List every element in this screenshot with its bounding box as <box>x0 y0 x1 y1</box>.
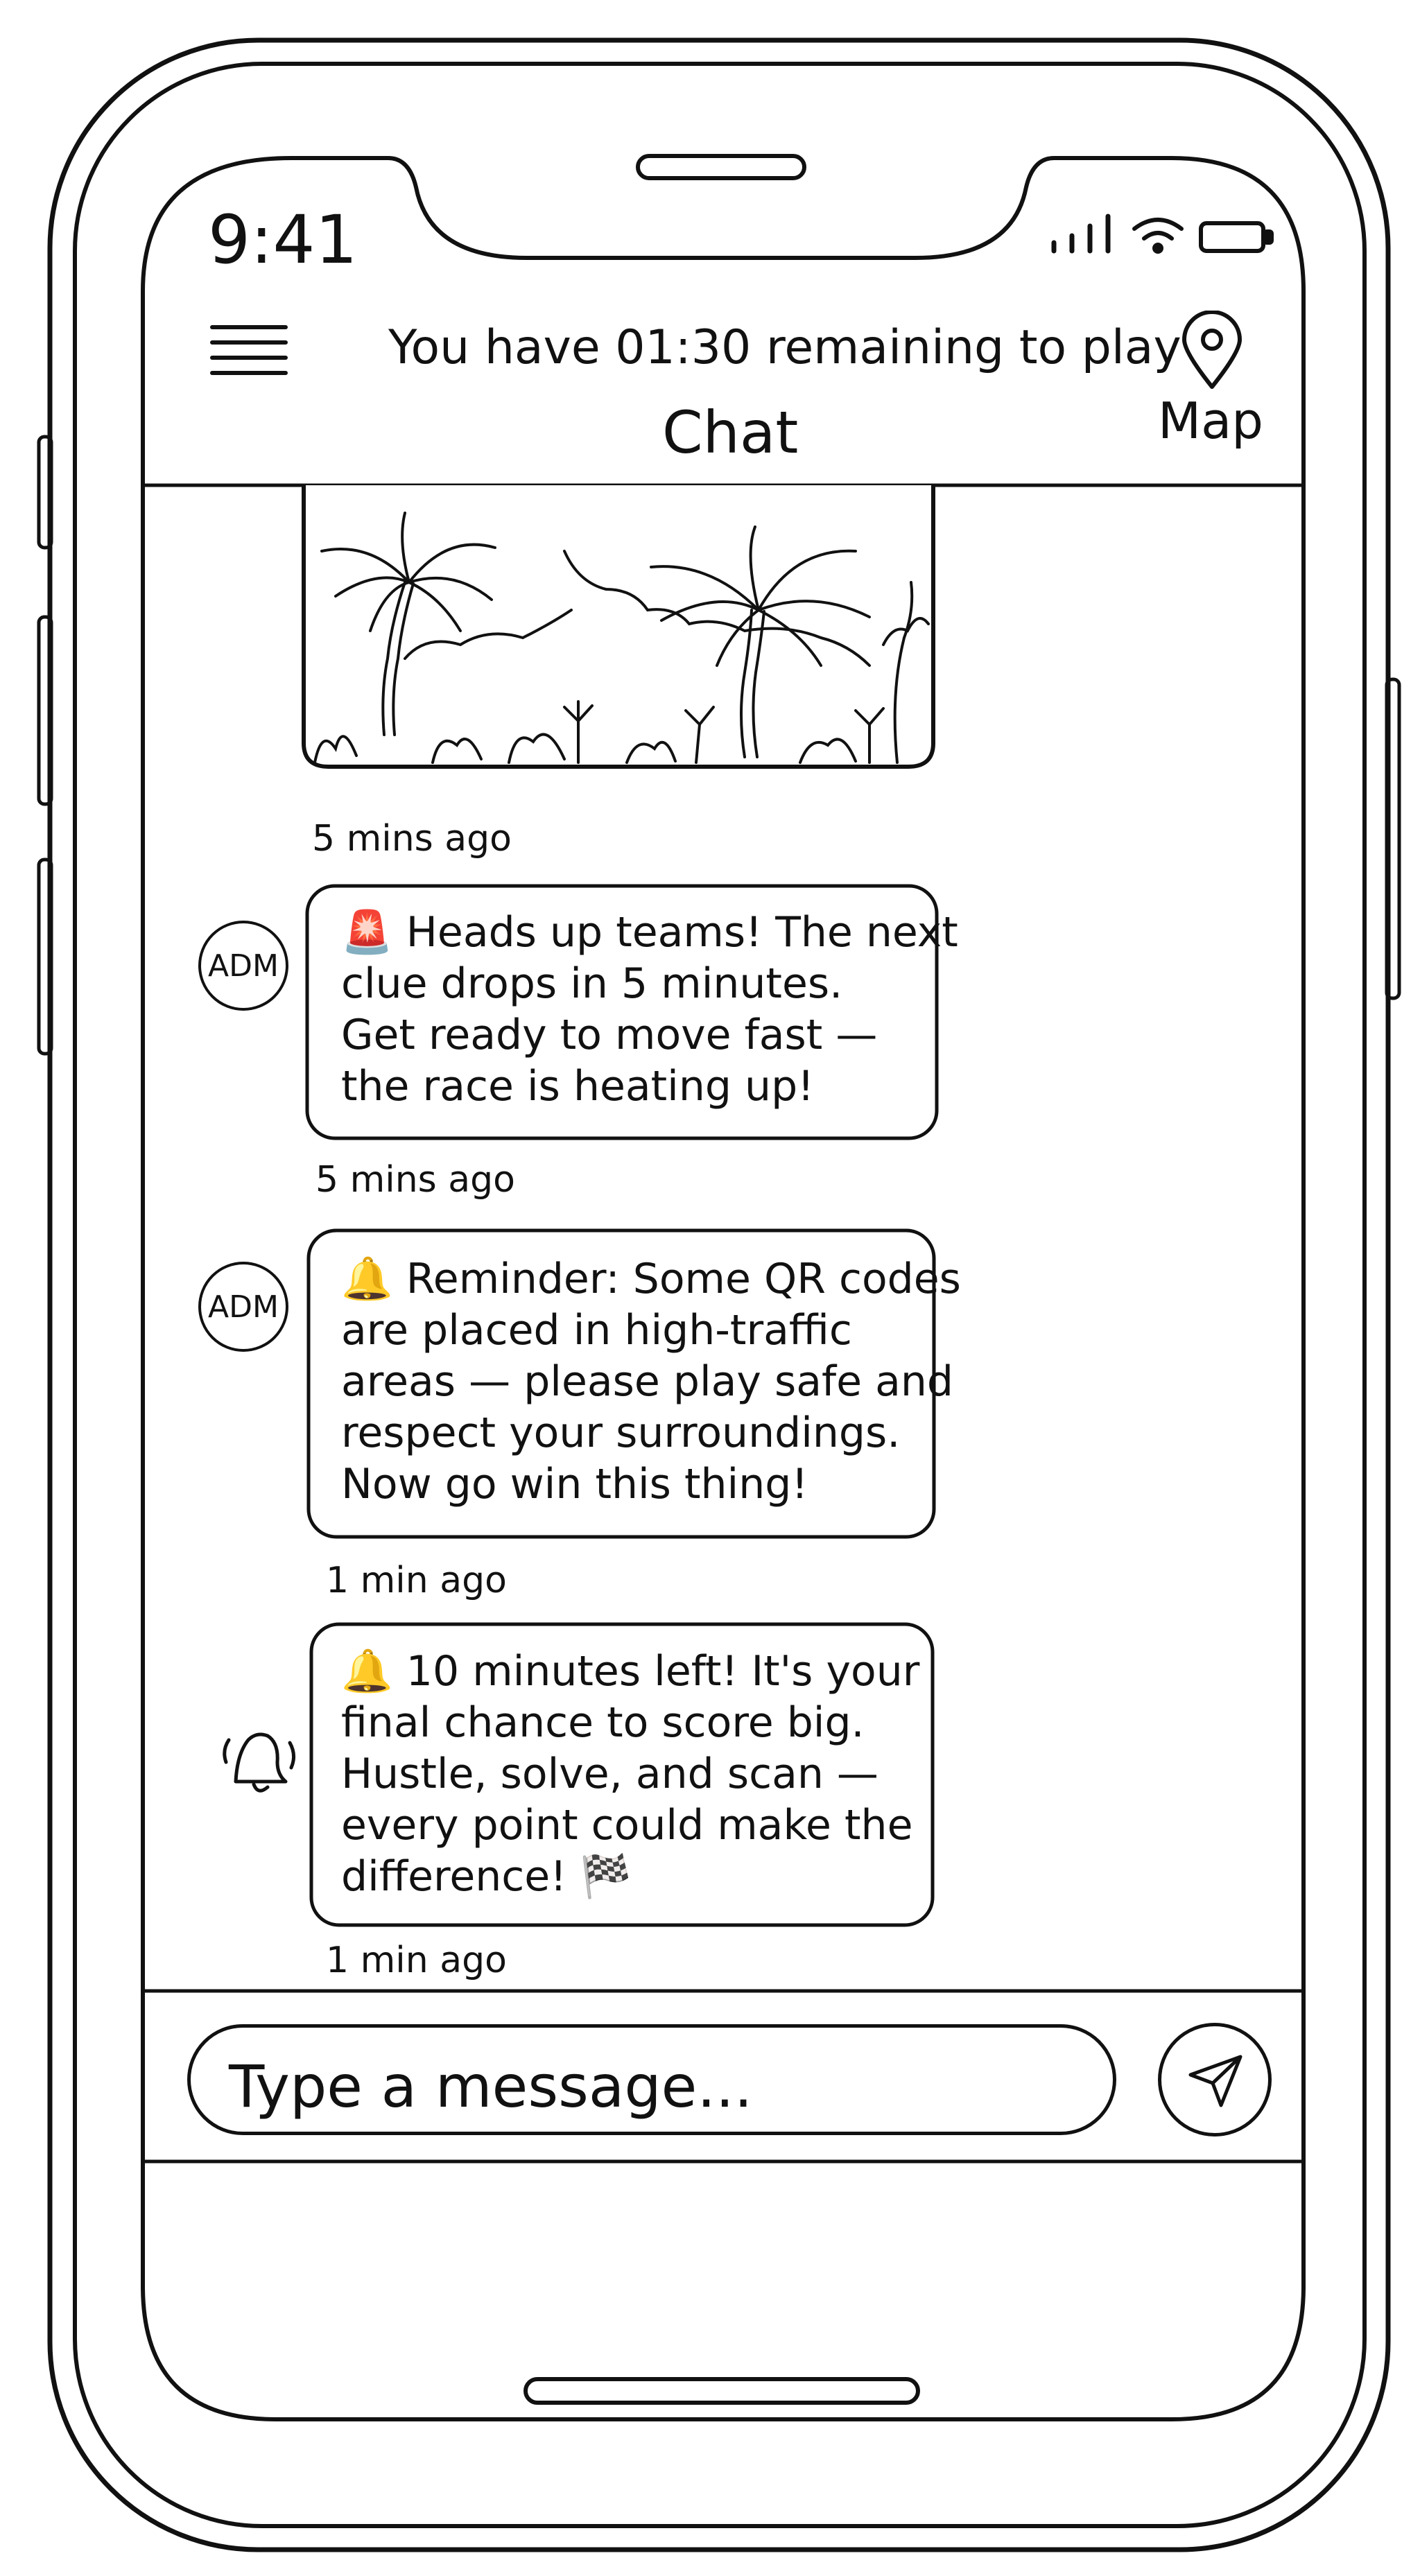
page-title: Chat <box>662 399 799 467</box>
wifi-icon <box>1134 220 1181 252</box>
map-label: Map <box>1158 392 1263 450</box>
status-icons <box>1047 208 1283 263</box>
message-input[interactable] <box>187 2024 1116 2135</box>
message-bubble: 🔔 10 minutes left! It's your final chance to score big. Hustle, solve, and scan — every point could make the difference! 🏁 <box>341 1647 920 1901</box>
message-timestamp: 1 min ago <box>326 1560 507 1601</box>
home-indicator <box>526 2379 918 2403</box>
bell-icon: 🔔 <box>341 1255 393 1303</box>
message-bubble: 🚨 Heads up teams! The next clue drops in 5 minutes. Get ready to move fast — the race is heating up! <box>341 908 958 1111</box>
send-icon <box>1186 2051 1245 2109</box>
message-input-placeholder: Type a message... <box>229 2053 753 2121</box>
status-time: 9:41 <box>208 201 358 279</box>
siren-icon: 🚨 <box>341 908 393 957</box>
message-bubble: 🔔 Reminder: Some QR codes are placed in high-traffic areas — please play safe and respect your surroundings. Now go win this thing! <box>341 1255 961 1508</box>
message-timestamp: 1 min ago <box>326 1940 507 1981</box>
send-button[interactable] <box>1158 2023 1272 2136</box>
menu-icon[interactable] <box>208 320 298 390</box>
signal-icon <box>1054 216 1108 251</box>
admin-avatar: ADM <box>198 921 288 1011</box>
bell-icon: 🔔 <box>341 1647 393 1696</box>
speaker-grille <box>638 156 804 178</box>
admin-avatar: ADM <box>198 1262 288 1352</box>
map-button[interactable] <box>1154 305 1265 458</box>
notification-bell-avatar-icon <box>208 1712 305 1809</box>
battery-icon <box>1201 223 1272 251</box>
map-pin-icon <box>1181 311 1243 394</box>
palm-tree-image[interactable] <box>301 485 939 771</box>
time-remaining-banner: You have 01:30 remaining to play <box>388 320 1181 375</box>
message-timestamp: 5 mins ago <box>315 1159 515 1201</box>
image-timestamp: 5 mins ago <box>312 818 512 860</box>
